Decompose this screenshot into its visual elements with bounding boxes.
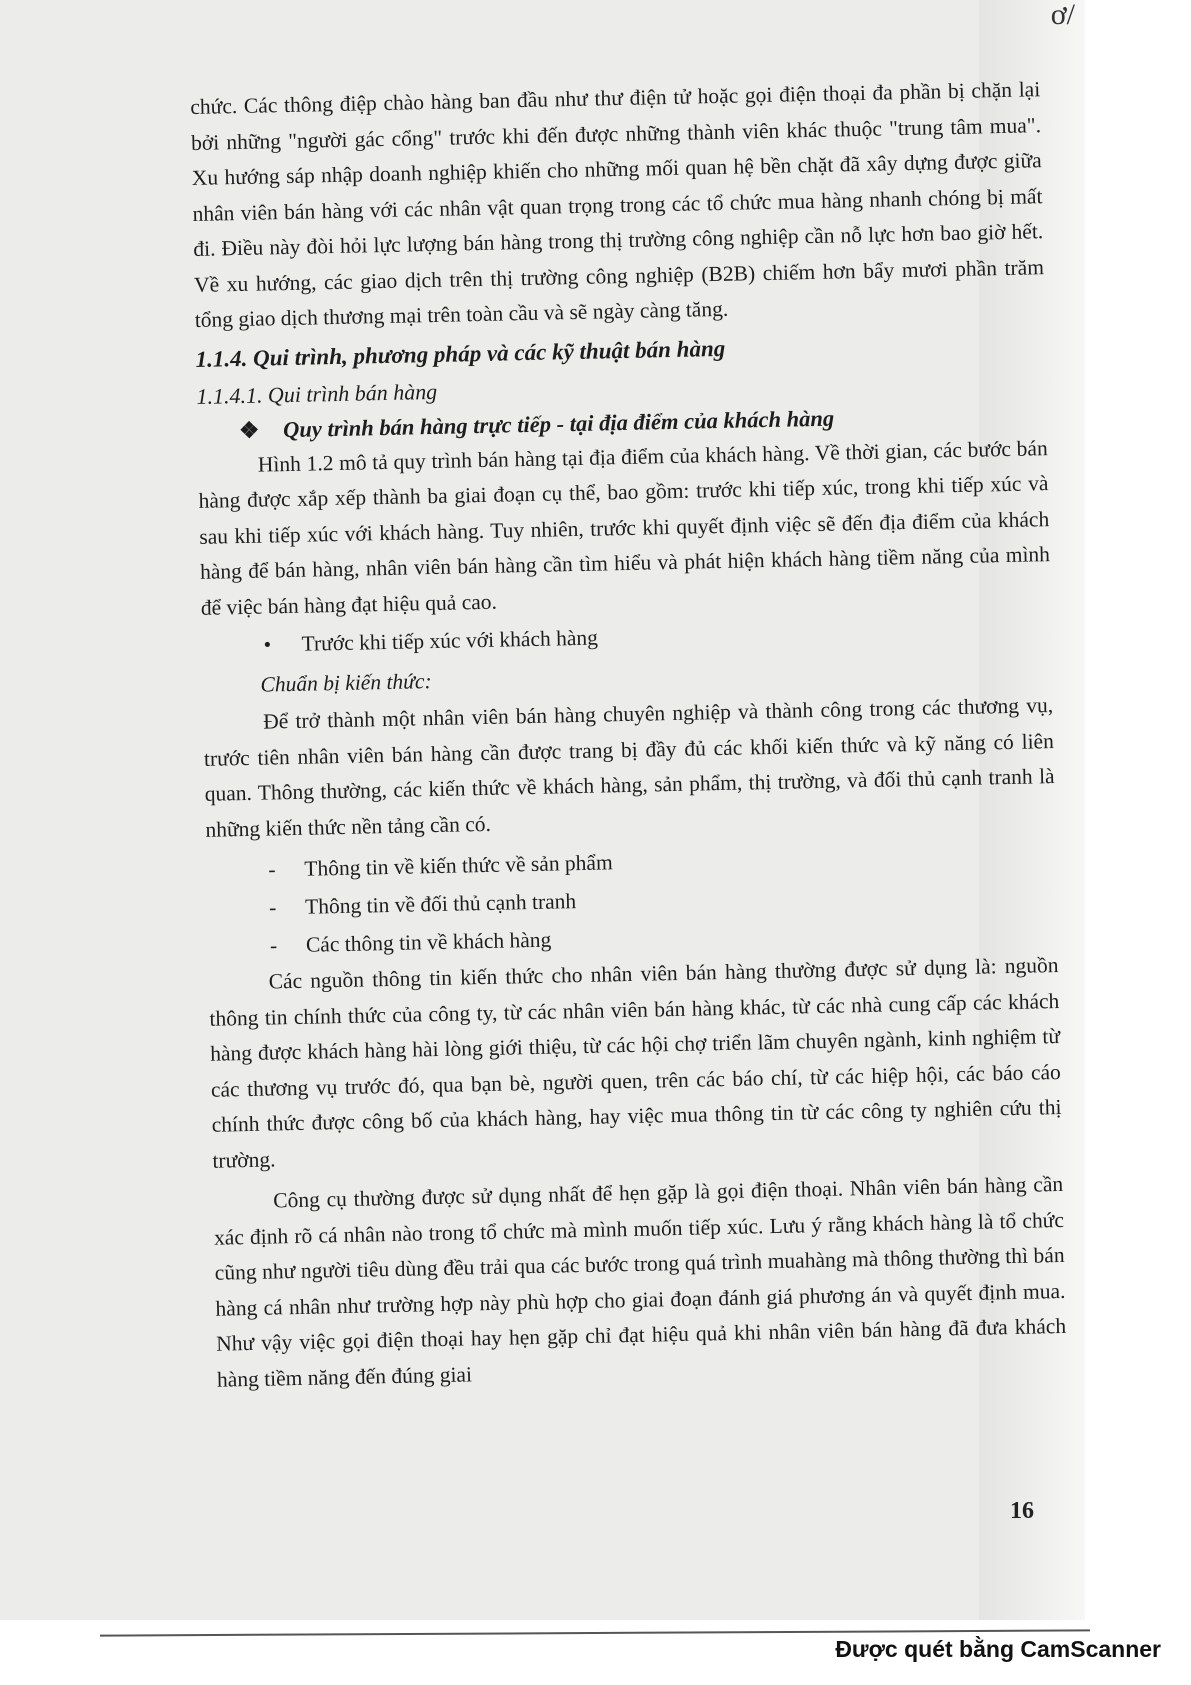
dash-list <box>206 834 1058 966</box>
top-edge-mark: ơ/ <box>1050 0 1075 31</box>
dash-bullet-icon: - <box>268 895 277 920</box>
paragraph-process-description: Hình 1.2 mô tả quy trình bán hàng tại địa điểm của khách hàng. Về thời gian, các bước bán hàng được xắp xếp thành ba giai đoạn cụ thể, bao gồm: trước khi tiếp xúc, trong khi tiếp xúc và sau khi tiếp xúc với khách hàng. Tuy nhiên, trước khi quyết định việc sẽ đến địa điểm của khách hàng để bán hàng, nhân viên bán hàng cần tìm hiểu và phát hiện khách hàng tiềm năng của mình để việc bán hàng đạt hiệu quả cao. <box>198 435 1051 620</box>
page-content <box>190 72 1067 1398</box>
list-item-text: Các thông tin về khách hàng <box>305 927 552 957</box>
dash-bullet-icon: - <box>268 857 276 882</box>
dash-bullet-icon: - <box>269 933 278 958</box>
subsection-heading: 1.1.4.1. Qui trình bán hàng <box>196 378 438 409</box>
paragraph-continuation: chức. Các thông điệp chào hàng ban đầu như thư điện tử hoặc gọi điện thoại đa phần bị chặn lại bởi những "người gác cổng" trước khi đến được những thành viên khác thuộc "trung tâm mua". Xu hướng sáp nhập doanh nghiệp khiến cho những mối quan hệ bền chặt đã xây dựng được giữa nhân viên bán hàng với các nhân vật quan trọng trong các tổ chức mua hàng nhanh chóng bị mất đi. Điều này đòi hỏi lực lượng bán hàng trong thị trường công nghiệp cần nỗ lực hơn bao giờ hết. Về xu hướng, các giao dịch trên thị trường công nghiệp (B2B) chiếm hơn bẩy mươi phần trăm tổng giao dịch thương mại trên toàn cầu và sẽ ngày càng tăng. <box>190 77 1045 332</box>
page-number: 16 <box>1010 1498 1034 1524</box>
bullet-heading-text: Quy trình bán hàng trực tiếp - tại địa điểm của khách hàng <box>282 405 835 442</box>
list-item-text: Trước khi tiếp xúc với khách hàng <box>301 625 599 656</box>
dot-bullet-icon: • <box>263 632 272 657</box>
diamond-bullet-icon: ❖ <box>238 417 260 443</box>
paragraph-tools: Công cụ thường được sử dụng nhất để hẹn gặp là gọi điện thoại. Nhân viên bán hàng cần xác định rõ cá nhân nào trong tổ chức mà mình muốn tiếp xúc. Lưu ý rằng khách hàng là tổ chức cũng như người tiêu dùng đều trải qua các bước trong quá trình muahàng mà thông thường thì bán hàng cá nhân như trường hợp này phù hợp cho giai đoạn đánh giá phương án và quyết định mua. Như vậy việc gọi điện thoại hay hẹn gặp chỉ đạt hiệu quả khi nhân viên bán hàng đã đưa khách hàng tiềm năng đến đúng giai <box>213 1171 1067 1392</box>
section-heading: 1.1.4. Qui trình, phương pháp và các kỹ thuật bán hàng <box>195 335 726 372</box>
list-item-text: Thông tin về kiến thức về sản phẩm <box>304 850 613 881</box>
paragraph-knowledge: Để trở thành một nhân viên bán hàng chuyên nghiệp và thành công trong các thương vụ, trước tiên nhân viên bán hàng cần được trang bị đầy đủ các khối kiến thức và kỹ năng có liên quan. Thông thường, các kiến thức về khách hàng, sản phẩm, thị trường, và đối thủ cạnh tranh là những kiến thức nền tảng cần có. <box>203 693 1055 842</box>
camscanner-watermark: Được quét bằng CamScanner <box>835 1636 1161 1662</box>
sub-heading: Chuẩn bị kiến thức: <box>260 669 432 697</box>
list-item-text: Thông tin về đối thủ cạnh tranh <box>304 889 577 919</box>
paragraph-information-sources: Các nguồn thông tin kiến thức cho nhân viên bán hàng thường được sử dụng là: nguồn thông tin chính thức của công ty, từ các nhân viên bán hàng khác, từ các nhà cung cấp các khách hàng được khách hàng hài lòng giới thiệu, từ các hội chợ triển lãm chuyên ngành, kinh nghiệm từ các thương vụ trước đó, qua bạn bè, người quen, trên các báo chí, từ các hiệp hội, các báo cáo chính thức được công bố của khách hàng, hay việc mua thông tin từ các công ty nghiên cứu thị trường. <box>209 953 1062 1173</box>
